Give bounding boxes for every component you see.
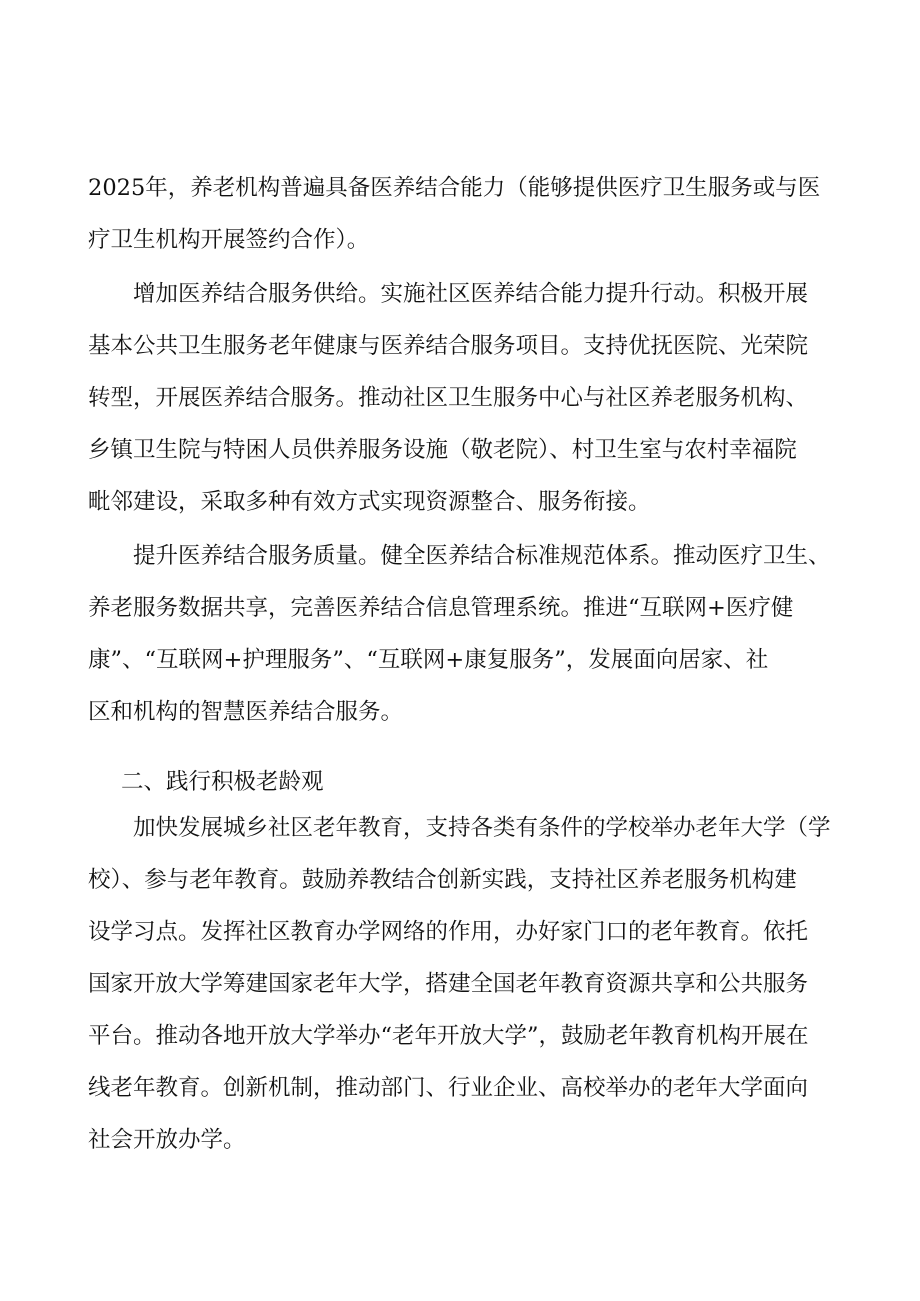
paragraph-line: 增加医养结合服务供给。实施社区医养结合能力提升行动。积极开展 bbox=[133, 281, 809, 307]
paragraph-line: 提升医养结合服务质量。健全医养结合标准规范体系。推动医疗卫生、 bbox=[133, 543, 831, 569]
paragraph-line: 乡镇卫生院与特困人员供养服务设施（敬老院）、村卫生室与农村幸福院 bbox=[88, 437, 797, 463]
paragraph-line: 转型，开展医养结合服务。推动社区卫生服务中心与社区养老服务机构、 bbox=[88, 385, 809, 411]
paragraph-line: 养老服务数据共享，完善医养结合信息管理系统。推进“互联网+医疗健 bbox=[88, 595, 794, 621]
paragraph-line: 康”、“互联网+护理服务”、“互联网+康复服务”，发展面向居家、社 bbox=[88, 647, 769, 673]
paragraph-line: 加快发展城乡社区老年教育，支持各类有条件的学校举办老年大学（学 bbox=[133, 815, 831, 841]
paragraph-line: 2025年，养老机构普遍具备医养结合能力（能够提供医疗卫生服务或与医 bbox=[88, 175, 821, 201]
paragraph-line: 区和机构的智慧医养结合服务。 bbox=[88, 699, 404, 725]
section-heading: 二、践行积极老龄观 bbox=[121, 769, 324, 795]
paragraph-line: 基本公共卫生服务老年健康与医养结合服务项目。支持优抚医院、光荣院 bbox=[88, 333, 809, 359]
paragraph-line: 设学习点。发挥社区教育办学网络的作用，办好家门口的老年教育。依托 bbox=[88, 919, 809, 945]
paragraph-line: 线老年教育。创新机制，推动部门、行业企业、高校举办的老年大学面向 bbox=[88, 1075, 809, 1101]
paragraph-line: 疗卫生机构开展签约合作）。 bbox=[88, 227, 370, 253]
paragraph-line: 平台。推动各地开放大学举办“老年开放大学”，鼓励老年教育机构开展在 bbox=[88, 1023, 809, 1049]
paragraph-line: 毗邻建设，采取多种有效方式实现资源整合、服务衔接。 bbox=[88, 489, 651, 515]
paragraph-line: 校）、参与老年教育。鼓励养教结合创新实践，支持社区养老服务机构建 bbox=[88, 867, 797, 893]
paragraph-line: 国家开放大学筹建国家老年大学，搭建全国老年教育资源共享和公共服务 bbox=[88, 971, 809, 997]
paragraph-line: 社会开放办学。 bbox=[88, 1127, 246, 1153]
